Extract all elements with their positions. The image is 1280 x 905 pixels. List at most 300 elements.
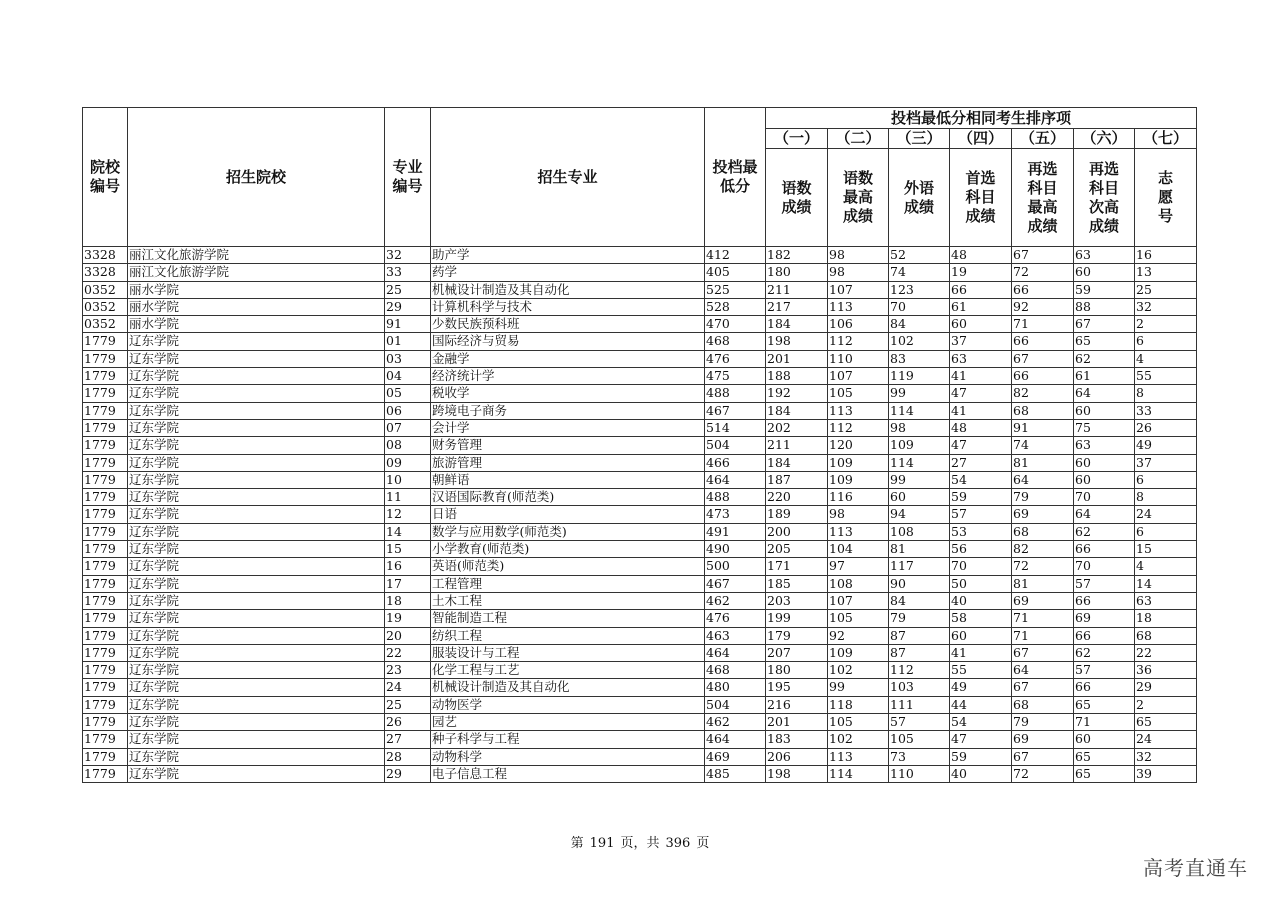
cell-school-name: 丽江文化旅游学院 (128, 264, 385, 281)
cell-first-subject-score: 37 (950, 333, 1012, 350)
cell-reselect-second: 64 (1074, 385, 1135, 402)
cell-reselect-highest: 67 (1012, 644, 1074, 661)
table-row (83, 350, 1197, 367)
cell-reselect-second: 71 (1074, 714, 1135, 731)
cell-chinese-math-score: 217 (766, 298, 828, 315)
cell-school-code: 0352 (83, 316, 128, 333)
cell-foreign-language-score: 87 (889, 644, 950, 661)
cell-school-name: 辽东学院 (128, 748, 385, 765)
cell-first-subject-score: 61 (950, 298, 1012, 315)
table-row (83, 368, 1197, 385)
header-order-5: （五） (1012, 129, 1074, 149)
cell-preference-number: 15 (1135, 541, 1197, 558)
cell-foreign-language-score: 117 (889, 558, 950, 575)
header-school-name: 招生院校 (128, 108, 385, 247)
page-number: 191 (589, 836, 615, 851)
table-row (83, 385, 1197, 402)
table-row (83, 575, 1197, 592)
cell-reselect-second: 62 (1074, 644, 1135, 661)
cell-chinese-math-max: 98 (828, 247, 889, 264)
total-pages: 396 (665, 836, 691, 851)
cell-school-code: 1779 (83, 644, 128, 661)
cell-major-name: 会计学 (431, 419, 705, 436)
cell-major-name: 工程管理 (431, 575, 705, 592)
cell-school-code: 1779 (83, 662, 128, 679)
cell-preference-number: 37 (1135, 454, 1197, 471)
cell-school-code: 3328 (83, 264, 128, 281)
cell-chinese-math-max: 112 (828, 419, 889, 436)
cell-school-code: 0352 (83, 298, 128, 315)
cell-first-subject-score: 41 (950, 402, 1012, 419)
cell-major-code: 24 (385, 679, 431, 696)
cell-chinese-math-score: 211 (766, 437, 828, 454)
cell-school-code: 1779 (83, 350, 128, 367)
cell-min-score: 412 (705, 247, 766, 264)
cell-preference-number: 26 (1135, 419, 1197, 436)
cell-reselect-highest: 71 (1012, 316, 1074, 333)
cell-school-name: 辽东学院 (128, 402, 385, 419)
cell-min-score: 464 (705, 471, 766, 488)
cell-min-score: 504 (705, 696, 766, 713)
cell-min-score: 462 (705, 714, 766, 731)
cell-chinese-math-score: 205 (766, 541, 828, 558)
cell-major-name: 旅游管理 (431, 454, 705, 471)
cell-major-name: 机械设计制造及其自动化 (431, 679, 705, 696)
cell-reselect-highest: 64 (1012, 471, 1074, 488)
cell-reselect-second: 63 (1074, 437, 1135, 454)
cell-reselect-highest: 72 (1012, 264, 1074, 281)
cell-chinese-math-max: 107 (828, 368, 889, 385)
header-reselect-highest: 再选科目最高成绩 (1012, 149, 1074, 247)
cell-school-code: 1779 (83, 489, 128, 506)
cell-reselect-highest: 67 (1012, 679, 1074, 696)
cell-school-name: 辽东学院 (128, 506, 385, 523)
cell-major-name: 财务管理 (431, 437, 705, 454)
cell-major-name: 少数民族预科班 (431, 316, 705, 333)
cell-major-code: 29 (385, 765, 431, 782)
cell-first-subject-score: 54 (950, 714, 1012, 731)
cell-first-subject-score: 19 (950, 264, 1012, 281)
cell-min-score: 476 (705, 350, 766, 367)
cell-preference-number: 63 (1135, 592, 1197, 609)
cell-major-code: 08 (385, 437, 431, 454)
cell-chinese-math-max: 104 (828, 541, 889, 558)
cell-first-subject-score: 50 (950, 575, 1012, 592)
header-order-6: （六） (1074, 129, 1135, 149)
cell-major-name: 助产学 (431, 247, 705, 264)
cell-school-name: 丽水学院 (128, 281, 385, 298)
cell-preference-number: 33 (1135, 402, 1197, 419)
cell-major-name: 化学工程与工艺 (431, 662, 705, 679)
cell-reselect-highest: 72 (1012, 558, 1074, 575)
cell-foreign-language-score: 105 (889, 731, 950, 748)
header-school-code: 院校编号 (83, 108, 128, 247)
cell-foreign-language-score: 83 (889, 350, 950, 367)
table-row (83, 264, 1197, 281)
cell-reselect-second: 67 (1074, 316, 1135, 333)
cell-preference-number: 2 (1135, 696, 1197, 713)
cell-min-score: 491 (705, 523, 766, 540)
cell-school-name: 辽东学院 (128, 541, 385, 558)
cell-preference-number: 32 (1135, 748, 1197, 765)
cell-first-subject-score: 47 (950, 437, 1012, 454)
cell-foreign-language-score: 110 (889, 765, 950, 782)
cell-foreign-language-score: 57 (889, 714, 950, 731)
cell-school-name: 辽东学院 (128, 644, 385, 661)
cell-school-name: 辽东学院 (128, 696, 385, 713)
cell-foreign-language-score: 60 (889, 489, 950, 506)
cell-major-name: 药学 (431, 264, 705, 281)
cell-min-score: 464 (705, 644, 766, 661)
cell-major-code: 03 (385, 350, 431, 367)
cell-major-code: 11 (385, 489, 431, 506)
cell-school-name: 丽水学院 (128, 316, 385, 333)
cell-preference-number: 6 (1135, 523, 1197, 540)
cell-reselect-second: 61 (1074, 368, 1135, 385)
cell-foreign-language-score: 81 (889, 541, 950, 558)
cell-min-score: 514 (705, 419, 766, 436)
cell-chinese-math-max: 116 (828, 489, 889, 506)
cell-min-score: 500 (705, 558, 766, 575)
cell-preference-number: 8 (1135, 385, 1197, 402)
cell-foreign-language-score: 84 (889, 316, 950, 333)
cell-reselect-highest: 72 (1012, 765, 1074, 782)
cell-reselect-highest: 64 (1012, 662, 1074, 679)
cell-reselect-second: 66 (1074, 541, 1135, 558)
cell-chinese-math-max: 105 (828, 385, 889, 402)
cell-chinese-math-score: 211 (766, 281, 828, 298)
table-header (83, 108, 1197, 247)
cell-min-score: 485 (705, 765, 766, 782)
cell-first-subject-score: 60 (950, 627, 1012, 644)
cell-school-code: 1779 (83, 731, 128, 748)
cell-major-code: 17 (385, 575, 431, 592)
cell-major-name: 土木工程 (431, 592, 705, 609)
cell-reselect-highest: 66 (1012, 333, 1074, 350)
cell-foreign-language-score: 84 (889, 592, 950, 609)
cell-chinese-math-max: 105 (828, 714, 889, 731)
table-row (83, 333, 1197, 350)
cell-first-subject-score: 56 (950, 541, 1012, 558)
cell-major-code: 14 (385, 523, 431, 540)
cell-reselect-second: 70 (1074, 558, 1135, 575)
cell-chinese-math-score: 189 (766, 506, 828, 523)
cell-major-name: 金融学 (431, 350, 705, 367)
footer-suffix: 页 (696, 836, 710, 851)
cell-major-code: 33 (385, 264, 431, 281)
cell-major-name: 朝鲜语 (431, 471, 705, 488)
cell-chinese-math-score: 180 (766, 264, 828, 281)
cell-school-code: 1779 (83, 437, 128, 454)
cell-reselect-highest: 66 (1012, 281, 1074, 298)
cell-chinese-math-score: 198 (766, 333, 828, 350)
cell-major-code: 28 (385, 748, 431, 765)
cell-chinese-math-score: 216 (766, 696, 828, 713)
cell-preference-number: 24 (1135, 506, 1197, 523)
cell-school-name: 辽东学院 (128, 350, 385, 367)
cell-major-code: 15 (385, 541, 431, 558)
cell-school-code: 1779 (83, 765, 128, 782)
cell-preference-number: 29 (1135, 679, 1197, 696)
cell-chinese-math-max: 113 (828, 523, 889, 540)
header-reselect-second: 再选科目次高成绩 (1074, 149, 1135, 247)
cell-preference-number: 32 (1135, 298, 1197, 315)
cell-major-name: 种子科学与工程 (431, 731, 705, 748)
header-major-code: 专业编号 (385, 108, 431, 247)
cell-preference-number: 24 (1135, 731, 1197, 748)
cell-major-code: 23 (385, 662, 431, 679)
cell-chinese-math-score: 206 (766, 748, 828, 765)
cell-school-code: 1779 (83, 575, 128, 592)
cell-reselect-second: 65 (1074, 748, 1135, 765)
cell-school-code: 1779 (83, 385, 128, 402)
cell-reselect-highest: 82 (1012, 385, 1074, 402)
cell-first-subject-score: 54 (950, 471, 1012, 488)
cell-reselect-second: 60 (1074, 454, 1135, 471)
cell-chinese-math-score: 199 (766, 610, 828, 627)
cell-reselect-second: 57 (1074, 575, 1135, 592)
cell-chinese-math-max: 109 (828, 644, 889, 661)
cell-first-subject-score: 41 (950, 644, 1012, 661)
cell-chinese-math-max: 113 (828, 298, 889, 315)
cell-reselect-highest: 69 (1012, 592, 1074, 609)
cell-foreign-language-score: 52 (889, 247, 950, 264)
cell-first-subject-score: 66 (950, 281, 1012, 298)
cell-reselect-highest: 68 (1012, 696, 1074, 713)
cell-chinese-math-max: 109 (828, 454, 889, 471)
cell-school-code: 1779 (83, 419, 128, 436)
table-row (83, 541, 1197, 558)
header-foreign-language-score: 外语成绩 (889, 149, 950, 247)
cell-major-name: 计算机科学与技术 (431, 298, 705, 315)
header-order-2: （二） (828, 129, 889, 149)
cell-preference-number: 39 (1135, 765, 1197, 782)
cell-chinese-math-score: 201 (766, 350, 828, 367)
cell-min-score: 525 (705, 281, 766, 298)
watermark-logo-text: 高考直通车 (1143, 856, 1248, 880)
cell-school-code: 1779 (83, 523, 128, 540)
cell-reselect-second: 69 (1074, 610, 1135, 627)
cell-first-subject-score: 44 (950, 696, 1012, 713)
cell-foreign-language-score: 94 (889, 506, 950, 523)
cell-chinese-math-score: 192 (766, 385, 828, 402)
cell-reselect-highest: 69 (1012, 506, 1074, 523)
cell-chinese-math-max: 92 (828, 627, 889, 644)
cell-major-name: 经济统计学 (431, 368, 705, 385)
cell-major-code: 05 (385, 385, 431, 402)
cell-foreign-language-score: 114 (889, 402, 950, 419)
cell-major-code: 04 (385, 368, 431, 385)
cell-reselect-highest: 71 (1012, 627, 1074, 644)
cell-school-code: 1779 (83, 454, 128, 471)
cell-major-name: 纺织工程 (431, 627, 705, 644)
table-row (83, 298, 1197, 315)
cell-chinese-math-score: 201 (766, 714, 828, 731)
cell-foreign-language-score: 109 (889, 437, 950, 454)
cell-first-subject-score: 48 (950, 419, 1012, 436)
cell-preference-number: 2 (1135, 316, 1197, 333)
cell-major-name: 动物科学 (431, 748, 705, 765)
table-row (83, 316, 1197, 333)
cell-chinese-math-score: 202 (766, 419, 828, 436)
cell-school-name: 辽东学院 (128, 368, 385, 385)
header-order-1: （一） (766, 129, 828, 149)
cell-major-name: 税收学 (431, 385, 705, 402)
table-row (83, 679, 1197, 696)
cell-school-name: 辽东学院 (128, 523, 385, 540)
cell-school-name: 辽东学院 (128, 489, 385, 506)
cell-reselect-second: 64 (1074, 506, 1135, 523)
cell-reselect-highest: 81 (1012, 454, 1074, 471)
table-row (83, 662, 1197, 679)
cell-school-code: 1779 (83, 714, 128, 731)
cell-preference-number: 18 (1135, 610, 1197, 627)
header-preference-number: 志愿号 (1135, 149, 1197, 247)
cell-reselect-second: 60 (1074, 402, 1135, 419)
cell-chinese-math-max: 102 (828, 731, 889, 748)
cell-min-score: 528 (705, 298, 766, 315)
cell-first-subject-score: 48 (950, 247, 1012, 264)
cell-chinese-math-max: 99 (828, 679, 889, 696)
cell-min-score: 470 (705, 316, 766, 333)
cell-chinese-math-max: 98 (828, 264, 889, 281)
cell-preference-number: 65 (1135, 714, 1197, 731)
header-sort-group-title: 投档最低分相同考生排序项 (766, 108, 1197, 129)
cell-preference-number: 4 (1135, 558, 1197, 575)
cell-chinese-math-max: 108 (828, 575, 889, 592)
cell-foreign-language-score: 74 (889, 264, 950, 281)
cell-school-name: 丽江文化旅游学院 (128, 247, 385, 264)
cell-chinese-math-score: 188 (766, 368, 828, 385)
cell-min-score: 466 (705, 454, 766, 471)
cell-chinese-math-score: 220 (766, 489, 828, 506)
cell-chinese-math-score: 179 (766, 627, 828, 644)
cell-major-code: 20 (385, 627, 431, 644)
cell-chinese-math-max: 112 (828, 333, 889, 350)
cell-chinese-math-score: 207 (766, 644, 828, 661)
cell-major-code: 19 (385, 610, 431, 627)
cell-school-code: 1779 (83, 333, 128, 350)
cell-chinese-math-max: 98 (828, 506, 889, 523)
cell-foreign-language-score: 70 (889, 298, 950, 315)
cell-reselect-second: 70 (1074, 489, 1135, 506)
cell-foreign-language-score: 112 (889, 662, 950, 679)
cell-major-name: 机械设计制造及其自动化 (431, 281, 705, 298)
cell-first-subject-score: 53 (950, 523, 1012, 540)
cell-reselect-second: 60 (1074, 731, 1135, 748)
cell-preference-number: 16 (1135, 247, 1197, 264)
cell-school-code: 1779 (83, 592, 128, 609)
cell-preference-number: 13 (1135, 264, 1197, 281)
cell-major-code: 06 (385, 402, 431, 419)
cell-school-code: 1779 (83, 679, 128, 696)
cell-chinese-math-score: 195 (766, 679, 828, 696)
table-row (83, 610, 1197, 627)
cell-reselect-second: 66 (1074, 679, 1135, 696)
cell-reselect-second: 62 (1074, 350, 1135, 367)
cell-first-subject-score: 40 (950, 765, 1012, 782)
cell-major-name: 小学教育(师范类) (431, 541, 705, 558)
cell-reselect-second: 59 (1074, 281, 1135, 298)
cell-school-code: 1779 (83, 696, 128, 713)
cell-chinese-math-max: 120 (828, 437, 889, 454)
table-row (83, 558, 1197, 575)
cell-first-subject-score: 47 (950, 731, 1012, 748)
cell-major-name: 数学与应用数学(师范类) (431, 523, 705, 540)
cell-school-code: 1779 (83, 748, 128, 765)
page-footer (0, 832, 1280, 851)
cell-major-name: 国际经济与贸易 (431, 333, 705, 350)
cell-major-code: 26 (385, 714, 431, 731)
footer-prefix: 第 (570, 836, 584, 851)
cell-foreign-language-score: 79 (889, 610, 950, 627)
cell-reselect-highest: 67 (1012, 748, 1074, 765)
cell-min-score: 467 (705, 575, 766, 592)
cell-min-score: 504 (705, 437, 766, 454)
cell-school-name: 辽东学院 (128, 437, 385, 454)
cell-first-subject-score: 60 (950, 316, 1012, 333)
cell-major-code: 25 (385, 281, 431, 298)
cell-reselect-highest: 79 (1012, 714, 1074, 731)
cell-foreign-language-score: 99 (889, 471, 950, 488)
cell-reselect-second: 60 (1074, 471, 1135, 488)
cell-chinese-math-max: 107 (828, 281, 889, 298)
cell-min-score: 476 (705, 610, 766, 627)
cell-school-code: 1779 (83, 506, 128, 523)
cell-chinese-math-score: 203 (766, 592, 828, 609)
cell-school-code: 1779 (83, 471, 128, 488)
header-order-4: （四） (950, 129, 1012, 149)
table-row (83, 454, 1197, 471)
cell-reselect-second: 75 (1074, 419, 1135, 436)
cell-chinese-math-max: 113 (828, 402, 889, 419)
cell-reselect-highest: 71 (1012, 610, 1074, 627)
cell-min-score: 464 (705, 731, 766, 748)
cell-foreign-language-score: 87 (889, 627, 950, 644)
cell-major-code: 12 (385, 506, 431, 523)
cell-major-name: 园艺 (431, 714, 705, 731)
cell-major-code: 07 (385, 419, 431, 436)
cell-chinese-math-score: 185 (766, 575, 828, 592)
cell-chinese-math-max: 110 (828, 350, 889, 367)
table-body (83, 247, 1197, 783)
cell-chinese-math-score: 183 (766, 731, 828, 748)
table-row (83, 489, 1197, 506)
cell-reselect-highest: 68 (1012, 523, 1074, 540)
cell-first-subject-score: 58 (950, 610, 1012, 627)
table-row (83, 592, 1197, 609)
cell-chinese-math-max: 102 (828, 662, 889, 679)
table-row (83, 247, 1197, 264)
cell-min-score: 488 (705, 385, 766, 402)
cell-major-name: 电子信息工程 (431, 765, 705, 782)
cell-preference-number: 14 (1135, 575, 1197, 592)
cell-major-code: 16 (385, 558, 431, 575)
cell-reselect-second: 63 (1074, 247, 1135, 264)
cell-preference-number: 25 (1135, 281, 1197, 298)
cell-school-name: 丽水学院 (128, 298, 385, 315)
table-row (83, 696, 1197, 713)
cell-school-name: 辽东学院 (128, 454, 385, 471)
cell-school-name: 辽东学院 (128, 731, 385, 748)
header-order-7: （七） (1135, 129, 1197, 149)
cell-chinese-math-score: 184 (766, 402, 828, 419)
header-chinese-math-score: 语数成绩 (766, 149, 828, 247)
table-row (83, 281, 1197, 298)
header-min-score: 投档最低分 (705, 108, 766, 247)
cell-first-subject-score: 57 (950, 506, 1012, 523)
cell-preference-number: 49 (1135, 437, 1197, 454)
